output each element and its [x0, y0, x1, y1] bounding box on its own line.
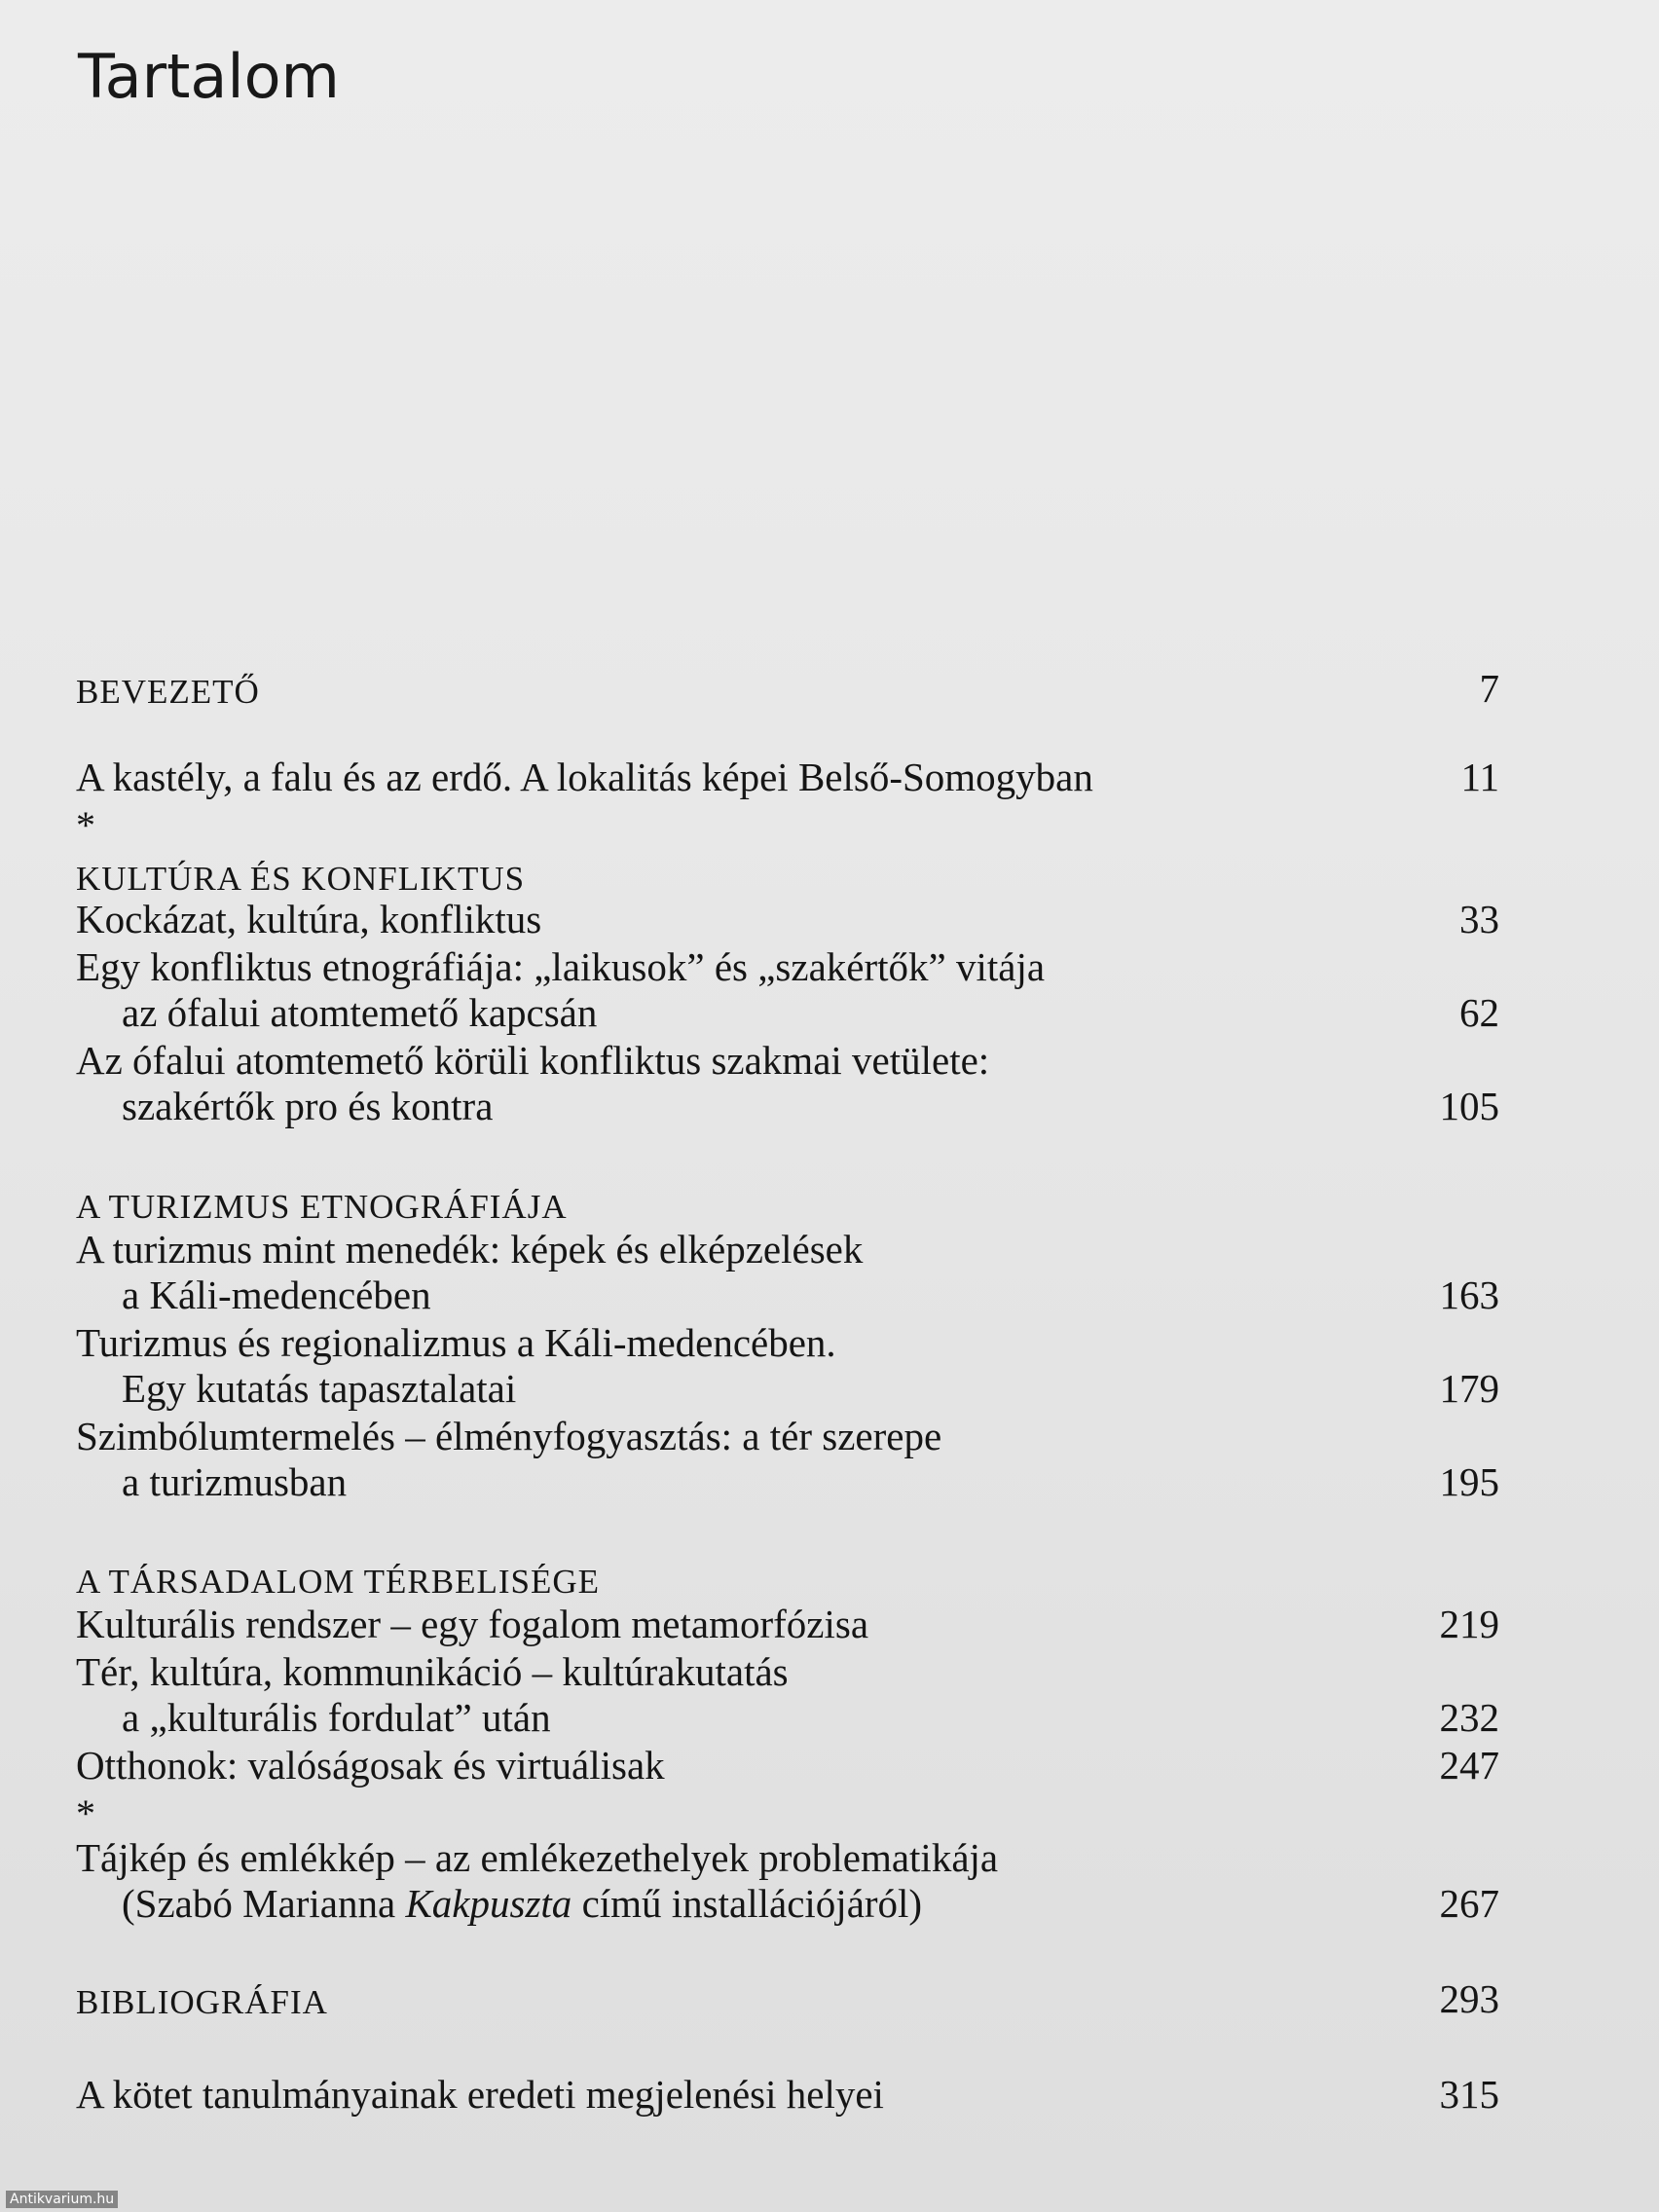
tajkep-line2-italic-title: Kakpuszta	[405, 1881, 572, 1926]
section-separator-star: *	[76, 1791, 95, 1835]
toc-entry-tajkep-line2	[122, 1880, 922, 1927]
toc-entry-ter-line2: a „kulturális fordulat” után	[122, 1695, 551, 1740]
section-heading-turizmus: A TURIZMUS ETNOGRÁFIÁJA	[76, 1188, 568, 1226]
toc-entry-eredeti: A kötet tanulmányainak eredeti megjelenési helyei	[76, 2072, 884, 2117]
toc-page-number: 219	[1439, 1602, 1499, 1646]
page-title: Tartalom	[78, 41, 340, 112]
toc-entry-menedek-line2: a Káli-medencében	[122, 1272, 431, 1317]
toc-entry-kastely: A kastély, a falu és az erdő. A lokalitás képei Belső-Somogyban	[76, 755, 1093, 799]
toc-page-number: 232	[1439, 1695, 1499, 1740]
tajkep-line2-pre: (Szabó Marianna	[122, 1881, 406, 1926]
toc-entry-rendszer: Kulturális rendszer – egy fogalom metamorfózisa	[76, 1602, 869, 1646]
toc-page-number: 293	[1439, 1976, 1499, 2021]
toc-entry-vetulet-line1: Az ófalui atomtemető körüli konfliktus szakmai vetülete:	[76, 1038, 990, 1083]
section-heading-tarsadalom: A TÁRSADALOM TÉRBELISÉGE	[76, 1563, 601, 1601]
toc-page-number: 62	[1459, 990, 1499, 1035]
toc-page-number: 267	[1439, 1881, 1499, 1926]
toc-entry-tajkep-line1: Tájkép és emlékkép – az emlékezethelyek problematikája	[76, 1835, 999, 1880]
toc-entry-etnografia-line1: Egy konfliktus etnográfiája: „laikusok” és „szakértők” vitája	[76, 944, 1046, 989]
tajkep-line2-post: című installációjáról)	[571, 1881, 923, 1926]
toc-entry-regionalizmus-line2: Egy kutatás tapasztalatai	[122, 1366, 517, 1411]
section-heading-kultura: KULTÚRA ÉS KONFLIKTUS	[76, 860, 526, 898]
toc-entry-otthonok: Otthonok: valóságosak és virtuálisak	[76, 1743, 665, 1788]
toc-page-number: 11	[1460, 755, 1499, 799]
toc-page-number: 33	[1459, 897, 1499, 941]
toc-entry-szimbolum-line2: a turizmusban	[122, 1459, 348, 1504]
toc-entry-menedek-line1: A turizmus mint menedék: képek és elképzelések	[76, 1227, 864, 1272]
section-separator-star: *	[76, 803, 95, 847]
toc-page-number: 195	[1439, 1459, 1499, 1504]
toc-page-number: 179	[1439, 1366, 1499, 1411]
toc-entry-ter-line1: Tér, kultúra, kommunikáció – kultúrakutatás	[76, 1649, 789, 1694]
toc-entry-bevezeto: BEVEZETŐ	[76, 673, 260, 711]
toc-page-number: 163	[1439, 1272, 1499, 1317]
toc-page-number: 247	[1439, 1743, 1499, 1788]
toc-page-number: 105	[1439, 1084, 1499, 1128]
toc-entry-etnografia-line2: az ófalui atomtemető kapcsán	[122, 990, 598, 1035]
toc-entry-regionalizmus-line1: Turizmus és regionalizmus a Káli-medencében.	[76, 1320, 836, 1365]
toc-entry-vetulet-line2: szakértők pro és kontra	[122, 1084, 494, 1128]
toc-entry-bibliografia: BIBLIOGRÁFIA	[76, 1983, 328, 2021]
toc-entry-szimbolum-line1: Szimbólumtermelés – élményfogyasztás: a tér szerepe	[76, 1414, 942, 1458]
toc-page-number: 7	[1479, 666, 1499, 711]
toc-page-number: 315	[1439, 2072, 1499, 2117]
toc-entry-kockazat: Kockázat, kultúra, konfliktus	[76, 897, 542, 941]
watermark: Antikvarium.hu	[6, 2191, 118, 2208]
